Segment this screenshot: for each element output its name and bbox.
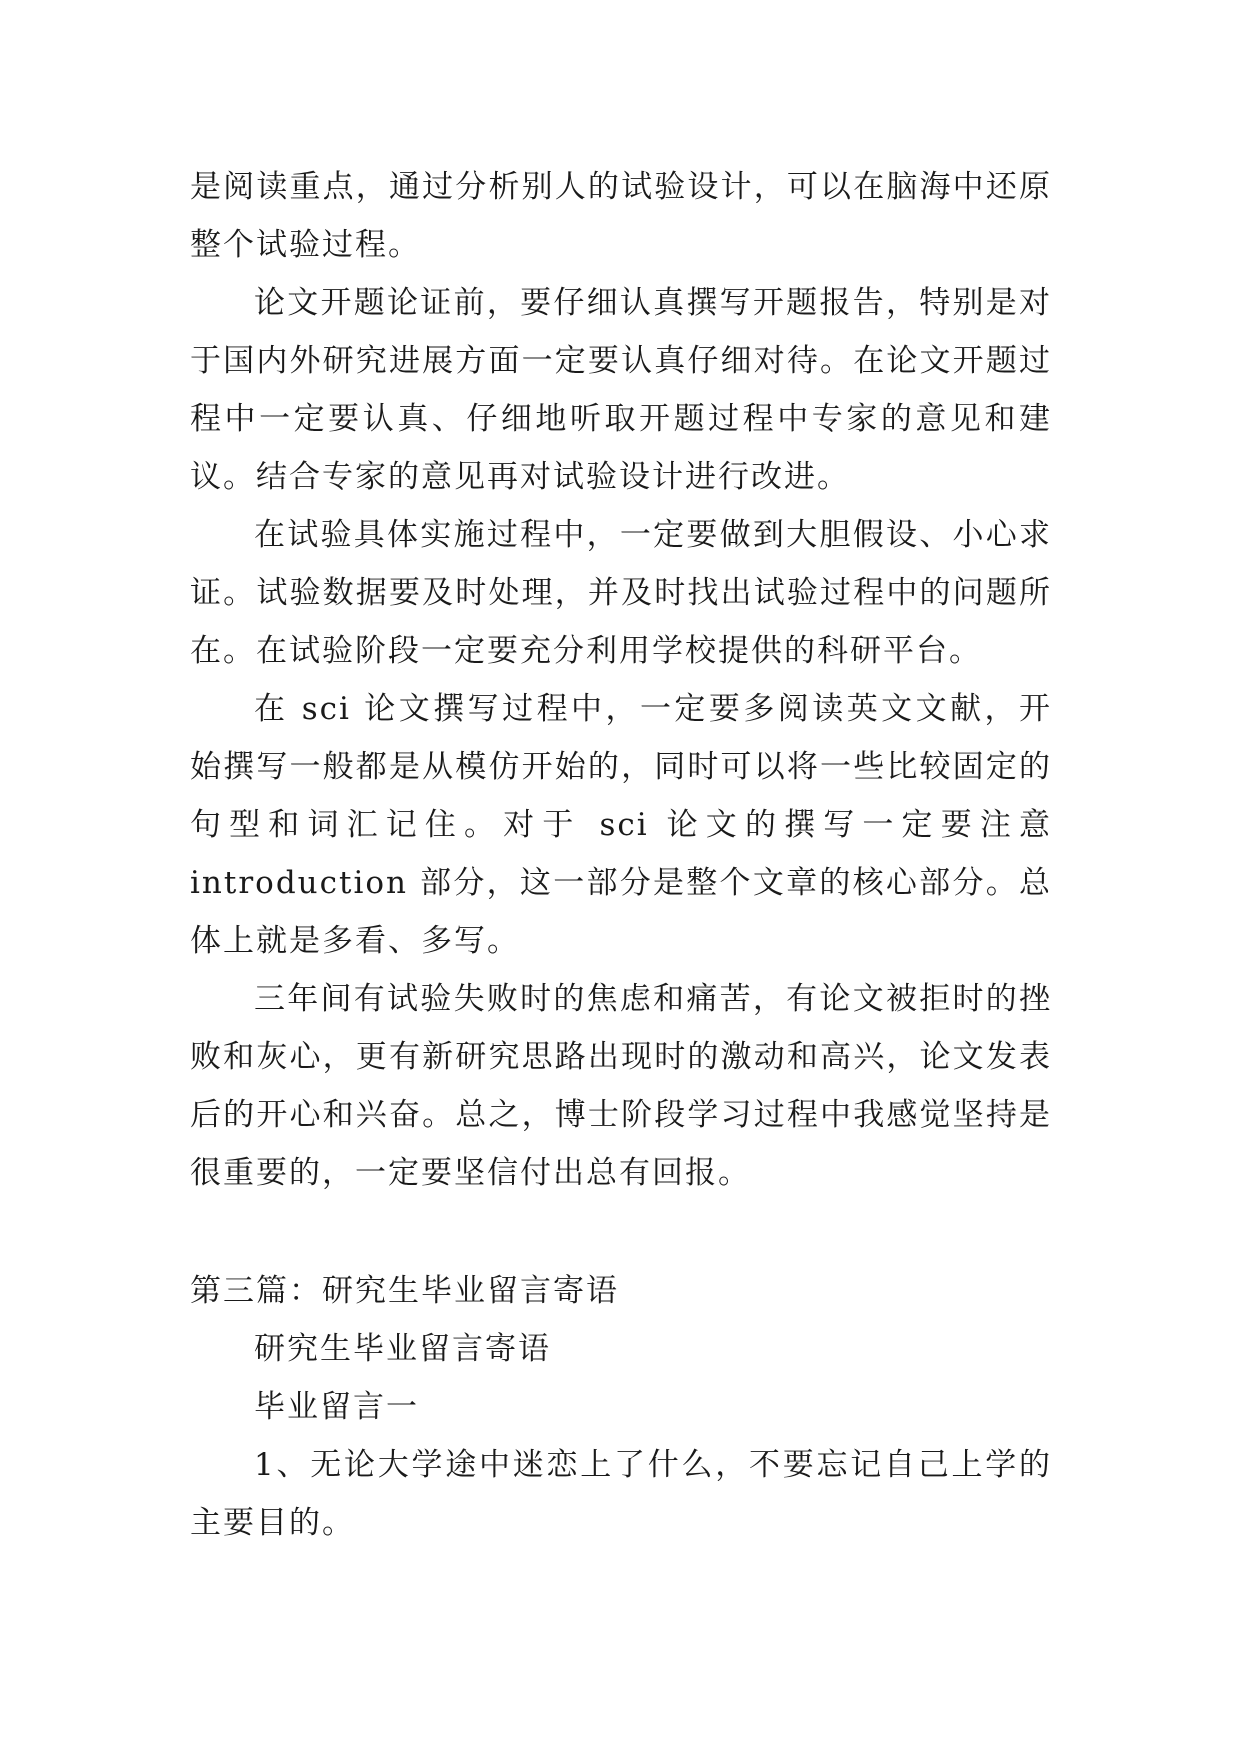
list-item: 1、无论大学途中迷恋上了什么，不要忘记自己上学的主要目的。 [190, 1447, 1052, 1541]
paragraph-proposal: 论文开题论证前，要仔细认真撰写开题报告，特别是对于国内外研究进展方面一定要认真仔细对待。在论文开题过程中一定要认真、仔细地听取开题过程中专家的意见和建议。结合专家的意见再对试验设计进行改进。 [190, 285, 1052, 495]
section-heading: 第三篇：研究生毕业留言寄语 [190, 1273, 619, 1309]
paragraph-continuation: 是阅读重点，通过分析别人的试验设计，可以在脑海中还原整个试验过程。 [190, 169, 1052, 263]
paragraph-experiment: 在试验具体实施过程中，一定要做到大胆假设、小心求证。试验数据要及时处理，并及时找出试验过程中的问题所在。在试验阶段一定要充分利用学校提供的科研平台。 [190, 517, 1052, 669]
subheading: 研究生毕业留言寄语 [254, 1331, 551, 1367]
paragraph-sci-writing: 在 sci 论文撰写过程中，一定要多阅读英文文献，开始撰写一般都是从模仿开始的，同时可以将一些比较固定的句型和词汇记住。对于 sci 论文的撰写一定要注意 introduction 部分，这一部分是整个文章的核心部分。总体上就是多看、多写。 [190, 691, 1052, 959]
subsection-title: 毕业留言一 [254, 1389, 419, 1425]
paragraph-reflection: 三年间有试验失败时的焦虑和痛苦，有论文被拒时的挫败和灰心，更有新研究思路出现时的激动和高兴，论文发表后的开心和兴奋。总之，博士阶段学习过程中我感觉坚持是很重要的，一定要坚信付出总有回报。 [190, 981, 1052, 1191]
